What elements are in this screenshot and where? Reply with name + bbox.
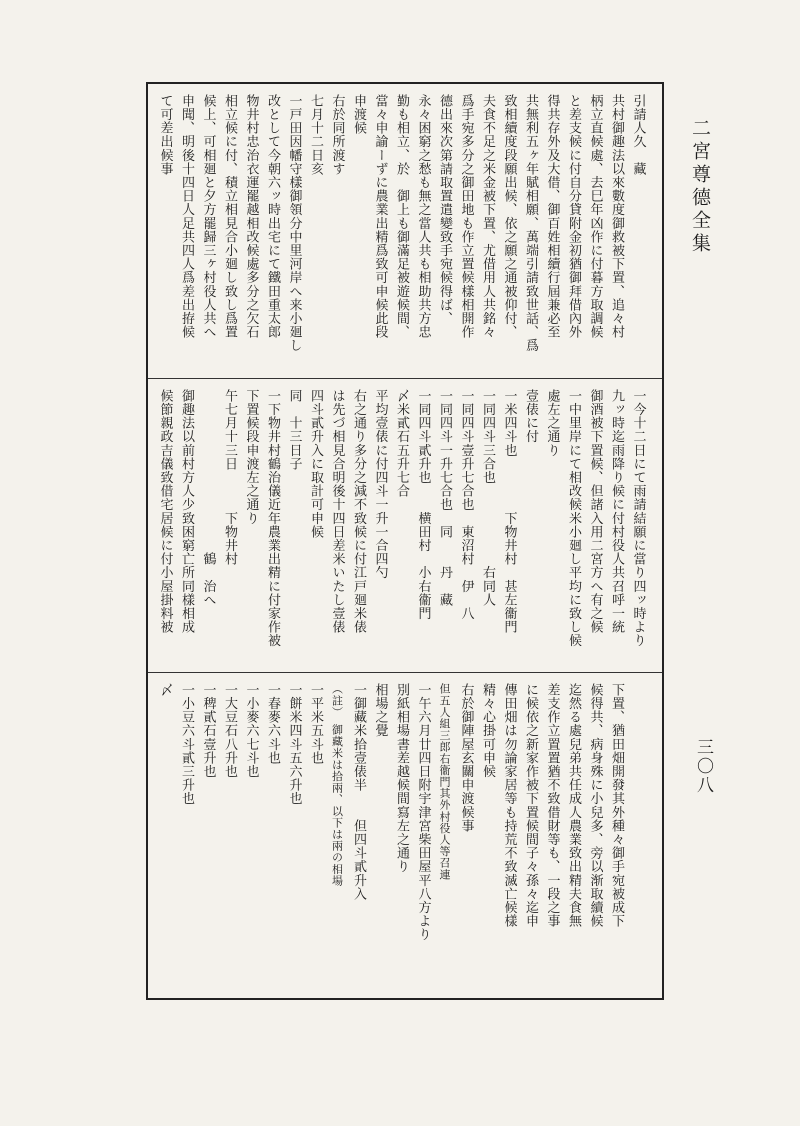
text-column: 永々困窮之愁も無之當人共も相助共方忠	[415, 94, 431, 339]
lower-tier-columns	[148, 673, 637, 999]
middle-tier-columns	[148, 379, 659, 671]
text-column: 一稗貳石壹升也	[200, 683, 216, 779]
page-number: 三〇八	[693, 738, 713, 795]
text-column: 傳田畑は勿論家居等も持荒不致滅亡候樣	[501, 683, 517, 928]
text-column: 一餅米四斗五六升也	[286, 683, 302, 806]
text-column: 德出來次第請取置遣變致手宛候得ば、	[437, 94, 452, 326]
text-column: 相立候に付、積立相見合小廻し致し爲置	[222, 94, 237, 339]
text-column: 迄然る處兒弟共任成人農業致出精夫食無	[566, 683, 581, 928]
text-column: （註） 御藏米は拾兩、以下は兩の相場	[330, 683, 344, 887]
text-column: 〆米貳石五升七合	[394, 389, 409, 498]
text-column: 七月十二日亥	[308, 94, 323, 176]
text-column: 御酒被下置候、但諸入用二宮方へ有之候	[587, 389, 603, 634]
text-column: 柄立直候處、去巳年凶作に付暮方取調候	[587, 94, 603, 339]
text-column: 一小豆六斗貳三升也	[179, 683, 194, 806]
text-column: 共無利五ヶ年賦相願、萬端引請致世話、爲	[523, 94, 538, 353]
text-column: 午七月十三日 下物井村	[222, 389, 237, 566]
text-column: 申聞、明後十四日人足共四人爲差出拵候	[179, 94, 194, 339]
text-column: 處左之通り	[544, 389, 560, 457]
text-column: 壹俵に付	[523, 389, 538, 444]
text-column: 一御藏米拾壹俵半 但四斗貳升入	[351, 683, 366, 901]
text-column: 申渡候	[351, 94, 366, 135]
text-column: 一春麥六斗也	[265, 683, 280, 765]
text-column: 物井村忠治衣運罷越相改候處多分之欠石	[243, 94, 259, 339]
middle-tier	[148, 378, 662, 671]
text-column: 精々心掛可申候	[480, 683, 495, 779]
text-column: 勤も相立、於 御上も御滿足被遊候間、	[394, 94, 409, 339]
text-column: 一同四斗三合也 右同人	[480, 389, 495, 607]
text-column: 致相續度段願出候、依之願之通被仰付、	[501, 94, 517, 339]
text-column: 差支作立置置猶不致借財等も、一段之事	[544, 683, 560, 928]
text-column: 候節親政吉儀致借宅居候に付小屋掛料被	[157, 389, 173, 634]
text-column: 共村御趣法以來數度御救被下置、追々村	[609, 94, 624, 339]
text-column: と差支候に付自分貸附金初猶御拜借內外	[566, 94, 581, 339]
text-column: 右於同所渡す	[329, 94, 345, 176]
book-title-header: 二宮尊德全集	[689, 118, 711, 256]
text-column: 改として今朝六ッ時出宅にて鐵田重太郎	[265, 94, 280, 339]
text-column: 爲手宛多分之御田地も作立置候樣相開作	[458, 94, 474, 339]
text-column: 御趣法以前村方人少致困窮亡所同樣相成	[179, 389, 194, 634]
text-column: 一小麥六七斗也	[243, 683, 259, 779]
text-column: 別紙相場書差越候間寫左之通り	[394, 683, 409, 874]
text-column: 下置候段申渡左之通り	[243, 389, 259, 525]
text-column: 候上、可相廻と夕方罷歸三ヶ村役人共へ	[200, 94, 216, 339]
text-column: 〆	[157, 683, 173, 697]
text-column: 一同四斗貳升也 横田村 小右衞門	[415, 389, 431, 621]
text-frame	[146, 82, 664, 1000]
text-column: は先づ相見合明後十四日差米いたし壹俵	[329, 389, 345, 634]
text-column: 但五人組三郎右衞門其外村役人等召連	[438, 683, 451, 881]
text-column: 一同四斗壹升七合也 東沼村 伊 八	[458, 389, 474, 621]
text-column: 一下物井村鶴治儀近年農業出精に付家作被	[265, 389, 280, 648]
text-column: 引請人久 藏	[630, 94, 646, 176]
text-column: 一中里岸にて相改候米小廻し平均に致し候	[566, 389, 581, 648]
text-column: 一大豆石八升也	[222, 683, 237, 779]
text-column: 一今十二日にて雨請結願に當り四ッ時より	[630, 389, 646, 648]
text-column: 一米四斗也 下物井村 甚左衞門	[501, 389, 517, 634]
text-column: 當々申諭ーずに農業出精爲致可申候此段	[372, 94, 388, 339]
text-column: 右之通り多分之減不致候に付江戸廻米俵	[351, 389, 366, 634]
lower-tier	[148, 672, 662, 999]
text-column: に候依之新家作被下置候間子々孫々迄申	[523, 683, 538, 928]
text-column: 一午六月廿四日附宇津宮柴田屋平八方より	[415, 683, 431, 942]
text-column: 平均壹俵に付四斗一升一合四勺	[372, 389, 388, 580]
text-column: 右於御陣屋玄關申渡候事	[458, 683, 474, 833]
text-column: 候得共、病身殊に小兒多、旁以渐取續候	[587, 683, 603, 928]
text-column: 鶴 治へ	[200, 389, 216, 607]
text-column: 相場之覺	[372, 683, 388, 738]
upper-tier	[148, 84, 662, 376]
text-column: 夫食不足之米金被下置、尤借用人共銘々	[480, 94, 495, 339]
text-column: 一戸田因幡守樣御領分中里河岸へ来小廻し	[286, 94, 302, 353]
text-column: 九ッ時迄雨降り候に付村役人共召呼一統	[609, 389, 624, 634]
text-column: 一同四斗一升七合也 同 丹 藏	[437, 389, 452, 607]
text-column: 得共存外及大借、御百姓相續行屆兼必至	[544, 94, 560, 339]
text-column: て可差出候事	[157, 94, 173, 176]
text-column: 四斗貳升入に取計可申候	[308, 389, 323, 539]
upper-tier-columns	[148, 84, 659, 376]
text-column: 一平米五斗也	[308, 683, 323, 765]
text-column: 下置、猶田畑開發其外種々御手宛被成下	[609, 683, 624, 928]
text-column: 同 十三日子	[286, 389, 302, 471]
